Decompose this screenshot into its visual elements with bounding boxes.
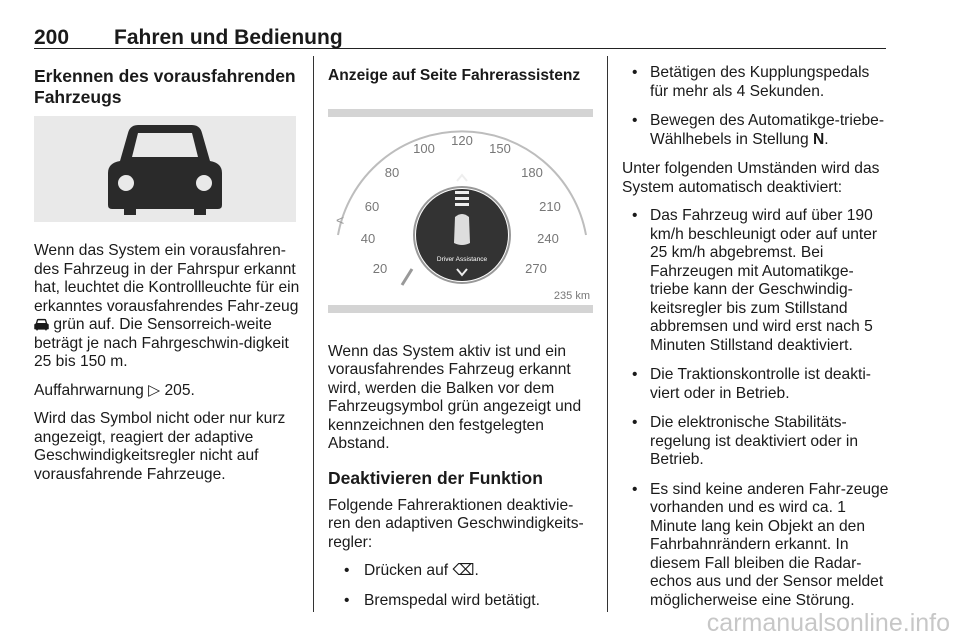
paragraph-text: Wenn das System ein vorausfahren-des Fahrzeug in der Fahrspur erkannt hat, leuchtet die Kontrollleuchte für ein erkanntes vorausfahrendes Fahr-zeug (34, 242, 300, 315)
section-heading: Erkennen des vorausfahrenden Fahrzeugs (34, 66, 296, 107)
list-item-text: Bewegen des Automatikge-triebe-Wählhebels in Stellung (650, 112, 885, 148)
car-front-icon (106, 123, 224, 215)
paragraph (34, 242, 302, 372)
column-3 (622, 52, 890, 621)
chapter-title: Fahren und Bedienung (114, 26, 343, 49)
speed-label: 20 (372, 261, 388, 276)
list-item-text: . (824, 130, 829, 148)
list-item: • Bremspedal wird betätigt. (328, 592, 593, 611)
list-item-text: . (474, 562, 479, 579)
car-front-icon (34, 318, 49, 331)
speed-label: 270 (525, 261, 547, 276)
column-divider (607, 56, 608, 612)
list-item: • Die Traktionskontrolle ist deakti-viert oder in Betrieb. (622, 366, 890, 403)
speed-label: 100 (413, 141, 435, 156)
instrument-cluster-figure (328, 95, 593, 325)
speed-label: 240 (537, 231, 559, 246)
subsection-heading: Anzeige auf Seite Fahrerassistenz (328, 67, 581, 84)
odometer: 235 km (553, 290, 590, 302)
page-header (34, 4, 886, 49)
paragraph: Wenn das System aktiv ist und ein vorausfahrendes Fahrzeug erkannt wird, werden die Balken vor dem Fahrzeugsymbol grün angezeigt und kennzeichnen den festgelegten Abstand. (328, 342, 582, 452)
list-item: • Das Fahrzeug wird auf über 190 km/h beschleunigt oder auf unter 25 km/h abgebremst. Bei Fahrzeugen mit Automatikge-triebe kann der Geschwindig-keitsregler bis zum Stillstand abbremsen und wird erst nach 5 Minuten Stillstand deaktiviert. (622, 207, 890, 355)
list-item: • Es sind keine anderen Fahr-zeuge vorhanden und es wird ca. 1 Minute lang kein Objekt an den Fahrbahnrändern erkannt. In diesem Fall bleiben die Radar-echos aus und der Sensor meldet möglicherweise eine Störung. (622, 481, 890, 611)
reference-text: Auffahrwarnung (34, 381, 144, 399)
column-1 (34, 52, 302, 494)
watermark: carmanualsonline.info (706, 609, 950, 637)
column-divider (313, 56, 314, 612)
list-item: • Betätigen des Kupplungspedals für mehr als 4 Sekunden. (622, 64, 890, 101)
paragraph: Wird das Symbol nicht oder nur kurz angezeigt, reagiert der adaptive Geschwindigkeitsregler nicht auf vorausfahrende Fahrzeuge. (34, 410, 286, 483)
section-heading: Deaktivieren der Funktion (328, 467, 543, 488)
gear-position: N (812, 130, 825, 148)
paragraph: Folgende Fahreraktionen deaktivie-ren den adaptiven Geschwindigkeits-regler: (328, 496, 584, 551)
list-item (328, 562, 593, 581)
speed-label: 60 (364, 199, 380, 214)
speed-label: 40 (360, 231, 376, 246)
speed-label: 210 (539, 199, 561, 214)
bullet-list (622, 207, 890, 610)
bullet-list (622, 64, 890, 149)
column-2 (328, 52, 593, 621)
speed-label: 180 (521, 165, 543, 180)
cluster-label: Driver Assistance (436, 256, 488, 263)
speed-label: 80 (384, 165, 400, 180)
figure-car-indicator (34, 116, 296, 222)
cross-reference (34, 382, 302, 401)
list-item: • Die elektronische Stabilitäts-regelung ist deaktiviert oder in Betrieb. (622, 414, 890, 470)
list-item-text: Drücken auf (364, 562, 449, 579)
reference-page: 205. (164, 381, 195, 399)
bullet-list (328, 562, 593, 610)
speed-label: 150 (489, 141, 511, 156)
page-ref-arrow-icon: ▷ (148, 381, 161, 399)
paragraph: Unter folgenden Umständen wird das System automatisch deaktiviert: (622, 160, 880, 196)
car-top-icon (454, 214, 470, 245)
speed-label: 120 (451, 133, 473, 148)
chevron-left-icon: < (336, 212, 345, 228)
cruise-cancel-icon: ⌫ (452, 562, 475, 579)
page-number: 200 (34, 26, 70, 49)
paragraph-text: grün auf. Die Sensorreich-weite beträgt je nach Fahrgeschwin-digkeit 25 bis 150 m. (34, 316, 289, 370)
list-item (622, 112, 890, 149)
